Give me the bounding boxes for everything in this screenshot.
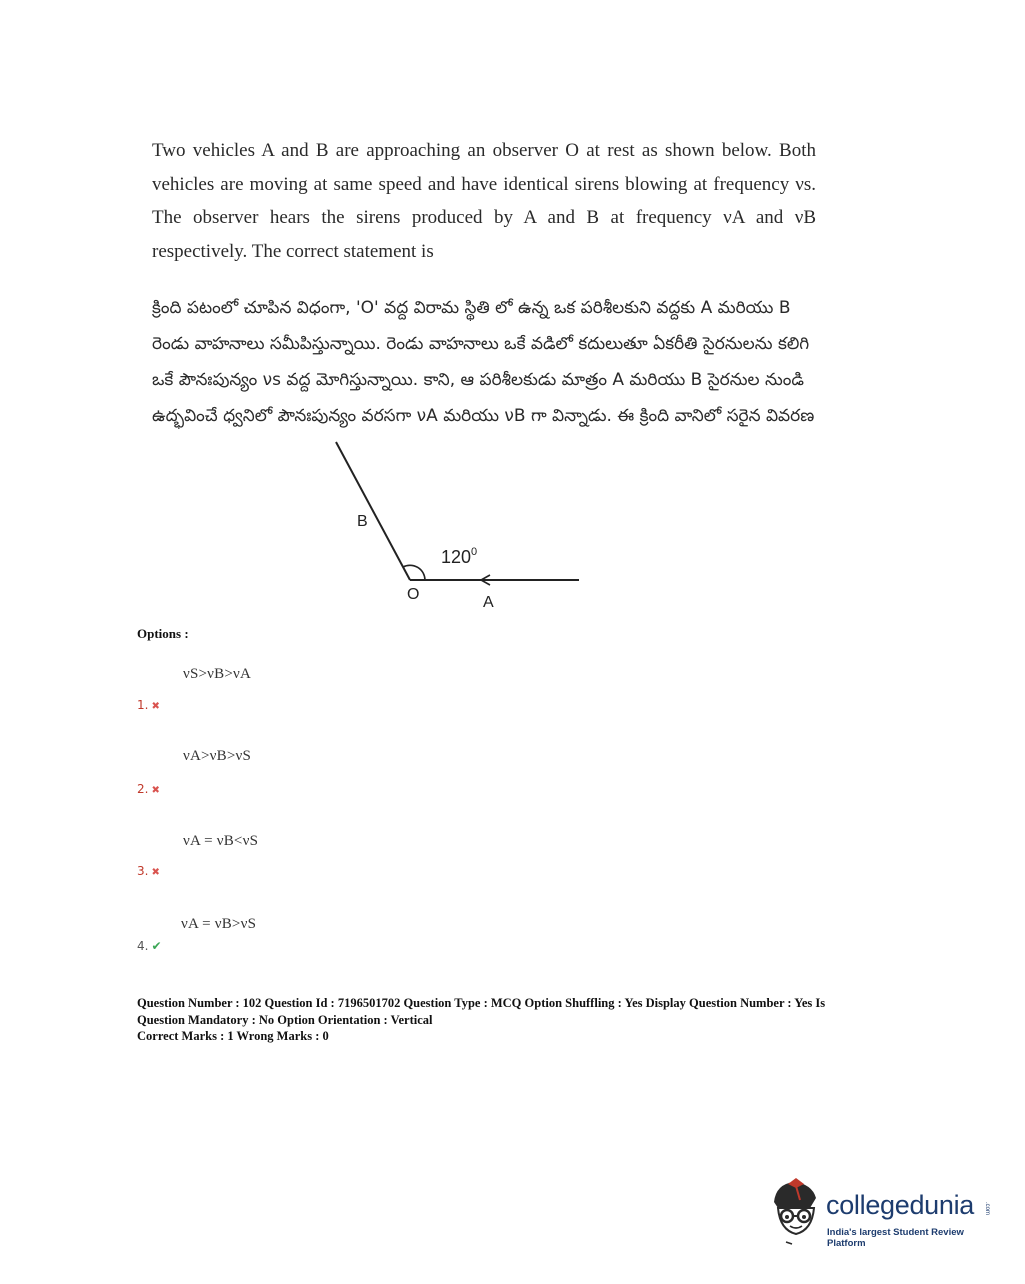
metadata-line-1: Question Number : 102 Question Id : 7196501702 Question Type : MCQ Option Shuffling : Yes Display Question Number : Yes Is Question Mandatory : No Option Orientation : Vertical xyxy=(137,996,826,1027)
mascot-icon xyxy=(766,1178,828,1248)
options-title: Options : xyxy=(137,626,189,641)
label-o: O xyxy=(407,586,420,603)
option-4-expression: νA = νB>νS xyxy=(181,916,257,932)
angle-label xyxy=(441,546,477,567)
question-text-telugu: క్రింది పటంలో చూపిన విధంగా, 'O' వద్ద విరామ స్థితి లో ఉన్న ఒక పరిశీలకుని వద్దకు A మరియు B రెండు వాహనాలు సమీపిస్తున్నాయి. రెండు వాహనాలు ఒకే వడిలో కదులుతూ ఏకరీతి సైరనులను కలిగి ఒకే పౌనఃపున్యం νs వద్ద మోగిస్తున్నాయి. కాని, ఆ పరిశీలకుడు మాత్రం A మరియు B సైరనుల నుండి ఉద్భవించే ధ్వనిలో పౌనఃపున్యం వరసగా νA మరియు νB గా విన్నాడు. ఈ క్రింది వానిలో సరైన వివరణ xyxy=(152,298,815,426)
option-3-label: 3. xyxy=(137,864,149,878)
brand-name: collegedunia xyxy=(826,1190,975,1220)
doppler-diagram xyxy=(300,436,600,616)
option-2-expression: νA>νB>νS xyxy=(183,748,252,764)
cross-icon: ✖ xyxy=(151,867,160,878)
brand-suffix: .com xyxy=(984,1202,990,1216)
collegedunia-logo xyxy=(766,1178,996,1248)
metadata-line-2: Correct Marks : 1 Wrong Marks : 0 xyxy=(137,1029,329,1043)
option-3-number xyxy=(137,864,160,878)
option-1-label: 1. xyxy=(137,698,149,712)
path-line-b xyxy=(336,442,410,580)
option-2-label: 2. xyxy=(137,782,149,796)
option-4-number xyxy=(137,939,162,953)
option-3-expression: νA = νB<νS xyxy=(183,833,259,849)
option-1-number xyxy=(137,698,160,712)
option-1-expression: νS>νB>νA xyxy=(183,666,252,682)
angle-degree: 0 xyxy=(471,546,478,558)
option-4-label: 4. xyxy=(137,939,149,953)
cross-icon: ✖ xyxy=(151,701,160,712)
label-b: B xyxy=(357,513,368,530)
question-text-english: Two vehicles A and B are approaching an observer O at rest as shown below. Both vehicles are moving at same speed and have identical sirens blowing at frequency νs. The observer hears the sirens produced by A and B at frequency νA and νB respectively. The correct statement is xyxy=(152,140,816,262)
cross-icon: ✖ xyxy=(151,785,160,796)
option-2-number xyxy=(137,782,160,796)
angle-value: 120 xyxy=(441,547,472,567)
brand-tagline: India's largest Student Review Platform xyxy=(827,1227,964,1249)
question-metadata xyxy=(137,995,867,1045)
check-icon: ✔ xyxy=(151,939,162,953)
label-a: A xyxy=(483,594,494,611)
